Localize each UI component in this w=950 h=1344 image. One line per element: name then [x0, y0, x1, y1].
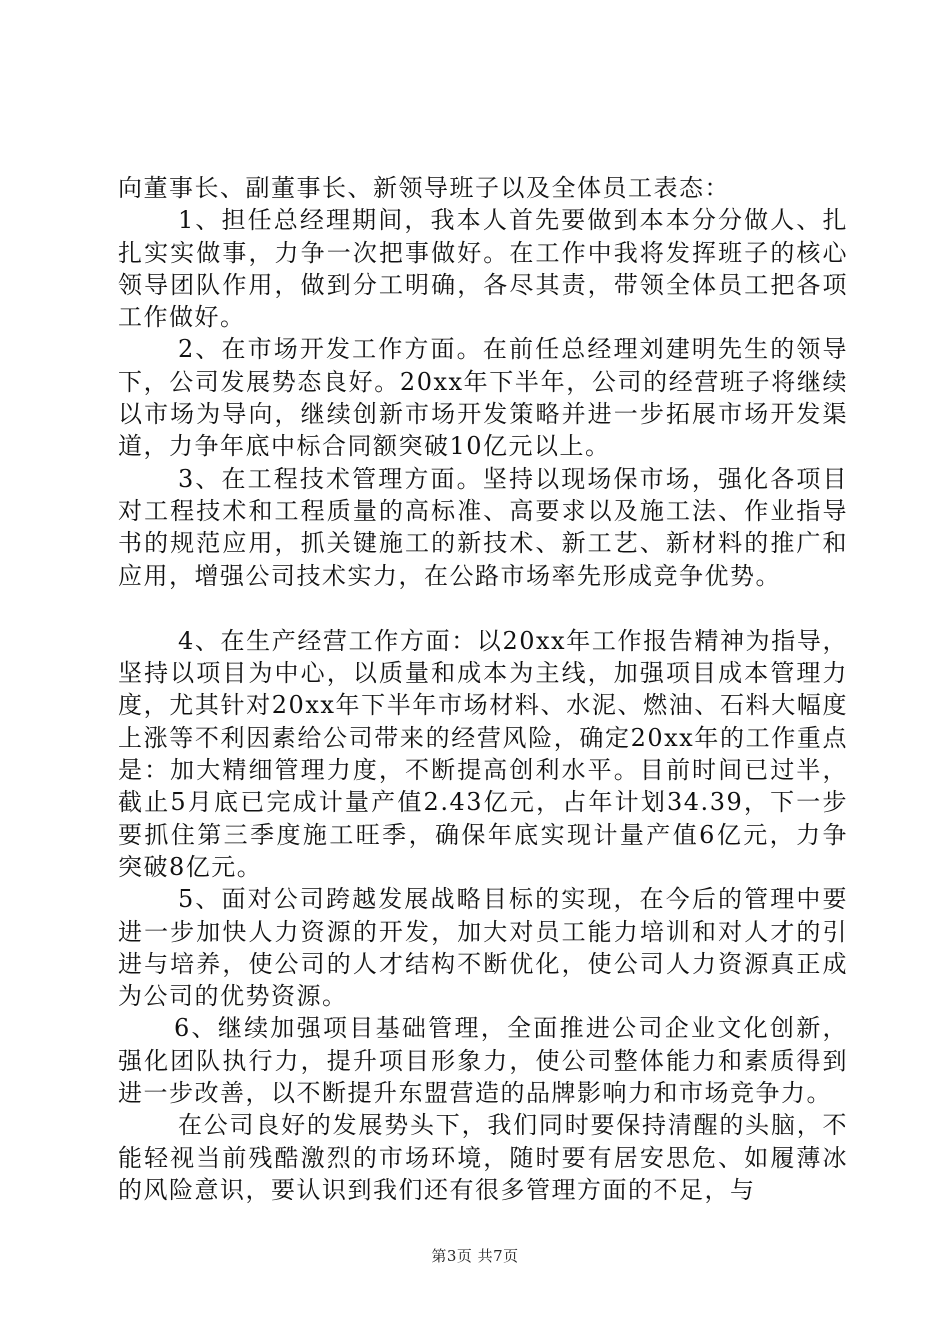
paragraph-item-4: 4、在生产经营工作方面：以20xx年工作报告精神为指导，坚持以项目为中心，以质量和成本为主线，加强项目成本管理力度，尤其针对20xx年下半年市场材料、水泥、燃油、石料大幅度上涨等不利因素给公司带来的经营风险，确定20xx年的工作重点是：加大精细管理力度，不断提高创利水平。目前时间已过半，截止5月底已完成计量产值2.43亿元，占年计划34.39，下一步要抓住第三季度施工旺季，确保年底实现计量产值6亿元，力争突破8亿元。	[118, 626, 848, 881]
paragraph-intro: 向董事长、副董事长、新领导班子以及全体员工表态：	[118, 174, 730, 202]
paragraph-closing: 在公司良好的发展势头下，我们同时要保持清醒的头脑，不能轻视当前残酷激烈的市场环境，随时要有居安思危、如履薄冰的风险意识，要认识到我们还有很多管理方面的不足，与	[118, 1111, 848, 1204]
paragraph-item-5: 5、面对公司跨越发展战略目标的实现，在今后的管理中要进一步加快人力资源的开发，加大对员工能力培训和对人才的引进与培养，使公司的人才结构不断优化，使公司人力资源真正成为公司的优势资源。	[118, 885, 848, 1011]
document-body	[118, 172, 848, 1206]
paragraph-item-6: 6、继续加强项目基础管理，全面推进公司企业文化创新，强化团队执行力，提升项目形象力，使公司整体能力和素质得到进一步改善，以不断提升东盟营造的品牌影响力和市场竞争力。	[118, 1014, 848, 1108]
paragraph-item-1: 1、担任总经理期间，我本人首先要做到本本分分做人、扎扎实实做事，力争一次把事做好。在工作中我将发挥班子的核心领导团队作用，做到分工明确，各尽其责，带领全体员工把各项工作做好。	[118, 206, 848, 332]
page-footer: 第3页 共7页	[431, 1247, 519, 1265]
paragraph-item-3: 3、在工程技术管理方面。坚持以现场保市场，强化各项目对工程技术和工程质量的高标准、高要求以及施工法、作业指导书的规范应用，抓关键施工的新技术、新工艺、新材料的推广和应用，增强公司技术实力，在公路市场率先形成竞争优势。	[118, 464, 848, 590]
paragraph-item-2: 2、在市场开发工作方面。在前任总经理刘建明先生的领导下，公司发展势态良好。20xx年下半年，公司的经营班子将继续以市场为导向，继续创新市场开发策略并进一步拓展市场开发渠道，力争年底中标合同额突破10亿元以上。	[118, 335, 848, 461]
